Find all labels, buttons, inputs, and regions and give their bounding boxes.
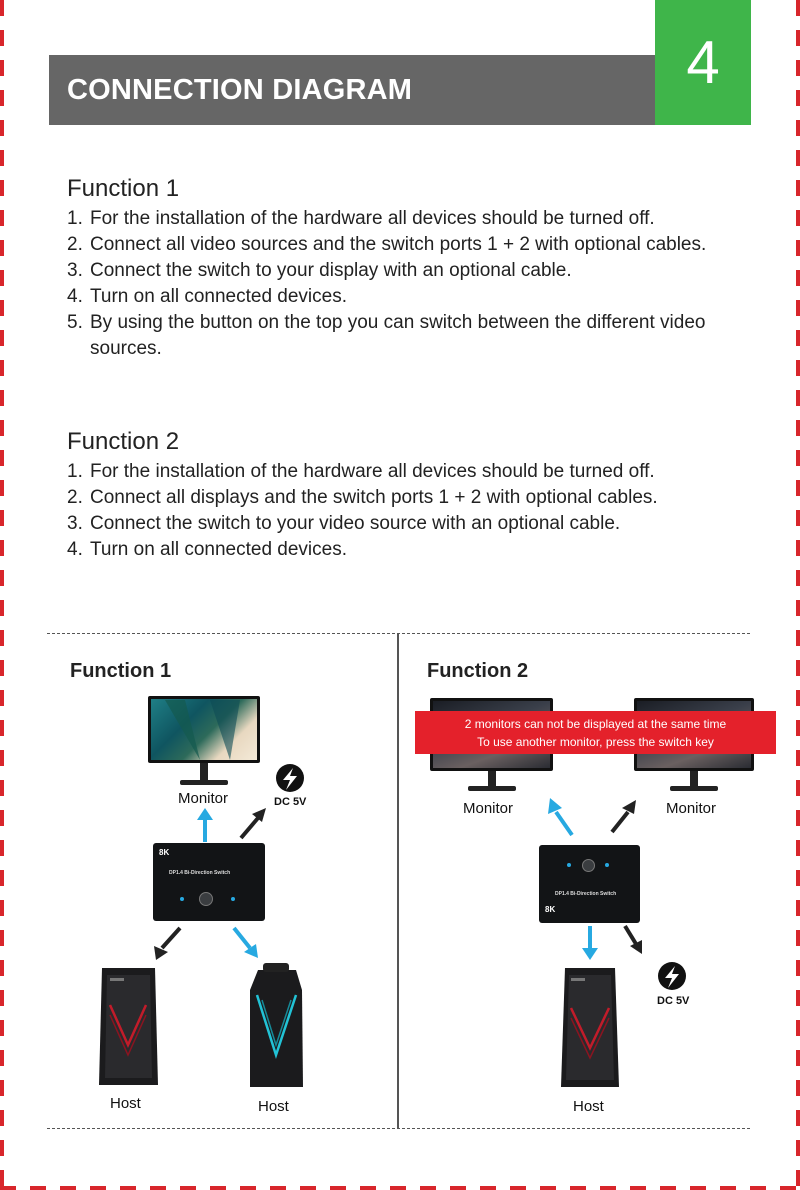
monitor-left-label: Monitor [463, 800, 514, 817]
warning-banner-line1: 2 monitors can not be displayed at the same time [464, 717, 727, 731]
list-item: 1. For the installation of the hardware all devices should be turned off. [67, 461, 655, 482]
list-item: 4. Turn on all connected devices. [67, 286, 348, 307]
power-arrow [625, 926, 636, 944]
list-item: 1. For the installation of the hardware all devices should be turned off. [67, 208, 655, 229]
monitor-left-base [468, 786, 516, 791]
monitor-right-stand [690, 771, 698, 787]
function2-heading: Function 2 [67, 428, 180, 455]
led-indicator [567, 863, 571, 867]
signal-arrow-host-head [582, 948, 598, 960]
list-item: 3. Connect the switch to your display with an optional cable. [67, 260, 572, 281]
signal-arrow-monitor-left [556, 812, 572, 835]
host-left-label: Host [110, 1095, 141, 1112]
list-item: 5. By using the button on the top you can switch between the different video sources. [67, 312, 706, 359]
list-item: 4. Turn on all connected devices. [67, 539, 348, 560]
switch-title: DP1.4 Bi-Direction Switch [555, 891, 617, 897]
function1-heading: Function 1 [67, 175, 180, 202]
switch-brand: 8K [545, 905, 556, 914]
list-item: 3. Connect the switch to your video source with an optional cable. [67, 513, 621, 534]
diagram-right-title: Function 2 [427, 660, 529, 682]
power-label: DC 5V [657, 995, 690, 1007]
host-tower [561, 968, 619, 1087]
host-right-label: Host [258, 1098, 289, 1115]
monitor-right-label: Monitor [666, 800, 717, 817]
power-label: DC 5V [274, 796, 307, 808]
list-item: 2. Connect all video sources and the switch ports 1 + 2 with optional cables. [67, 234, 707, 255]
signal-arrow-monitor-right [612, 812, 628, 832]
diagram-left-title: Function 1 [70, 660, 172, 682]
signal-arrow-monitor-left-head [548, 798, 562, 814]
monitor-left-stand [488, 771, 496, 787]
switch-button [582, 859, 595, 872]
monitor-right-base [670, 786, 718, 791]
led-indicator [605, 863, 609, 867]
kvm-switch [539, 845, 640, 923]
list-item: 2. Connect all displays and the switch ports 1 + 2 with optional cables. [67, 487, 658, 508]
switch-title: DP1.4 Bi-Direction Switch [169, 870, 231, 876]
monitor-label: Monitor [178, 790, 229, 807]
signal-arrow-monitor-right-head [622, 800, 636, 814]
page-number: 4 [686, 29, 720, 96]
page-title: CONNECTION DIAGRAM [67, 74, 413, 106]
switch-brand: 8K [159, 848, 170, 857]
host-label: Host [573, 1098, 604, 1115]
warning-banner-line2: To use another monitor, press the switch key [477, 735, 714, 749]
